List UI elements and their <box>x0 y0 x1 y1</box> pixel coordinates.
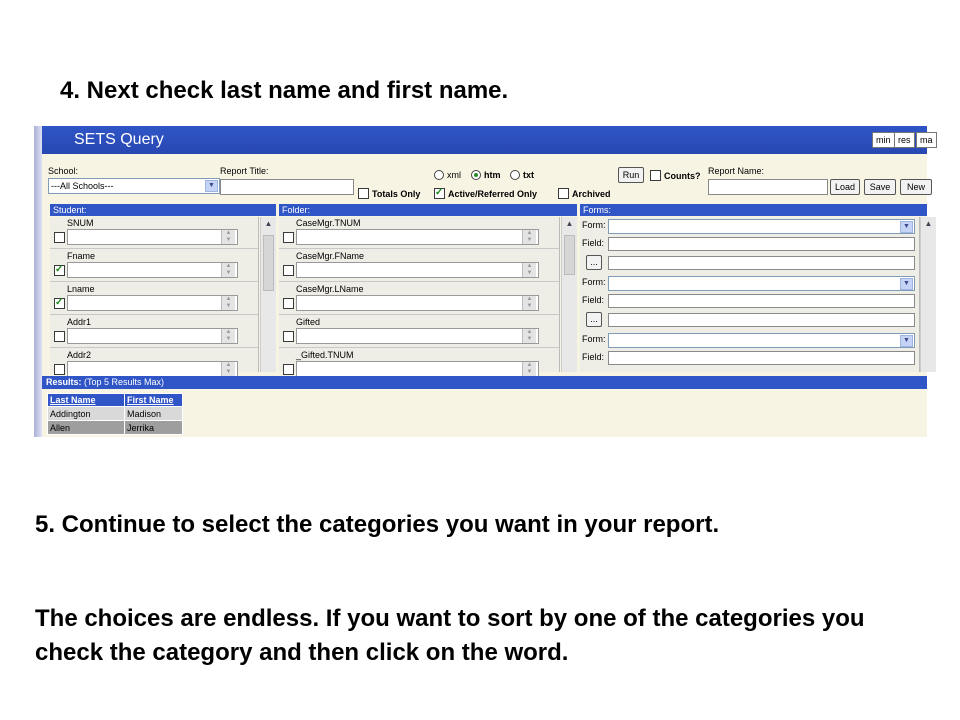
student-field-checkbox[interactable] <box>54 364 65 375</box>
save-button[interactable]: Save <box>864 179 896 195</box>
field-row <box>580 292 919 310</box>
scrollbar-thumb[interactable] <box>263 235 274 291</box>
archived-label: Archived <box>572 189 611 199</box>
form-value-input[interactable] <box>608 313 915 327</box>
report-title-input[interactable] <box>220 179 354 195</box>
student-field-input[interactable] <box>67 229 238 245</box>
sets-query-window <box>34 126 933 437</box>
maximize-button[interactable]: ma <box>916 132 937 148</box>
folder-field-name: CaseMgr.LName <box>296 284 364 294</box>
spin-icon: ▲ ▼ <box>522 230 536 244</box>
form-select[interactable] <box>608 333 915 348</box>
totals-only-checkbox[interactable] <box>358 188 369 199</box>
scroll-up-icon: ▲ <box>264 219 273 228</box>
folder-field-name: CaseMgr.TNUM <box>296 218 361 228</box>
title-bar <box>42 126 933 154</box>
student-field-row <box>50 316 258 348</box>
student-field-checkbox[interactable] <box>54 265 65 276</box>
active-referred-checkbox[interactable] <box>434 188 445 199</box>
spin-icon: ▲ ▼ <box>221 296 235 310</box>
folder-field-input[interactable] <box>296 262 539 278</box>
report-name-label: Report Name: <box>708 166 765 176</box>
form-row <box>580 217 919 235</box>
format-htm-label: htm <box>484 170 501 180</box>
format-xml-radio[interactable] <box>434 170 444 180</box>
spin-icon: ▲ ▼ <box>522 329 536 343</box>
field-row <box>580 235 919 253</box>
student-field-input[interactable] <box>67 295 238 311</box>
form-browse-button[interactable]: ... <box>586 312 602 327</box>
spin-icon: ▲ ▼ <box>221 230 235 244</box>
counts-label: Counts? <box>664 171 701 181</box>
student-field-input[interactable] <box>67 262 238 278</box>
report-title-label: Report Title: <box>220 166 269 176</box>
load-button[interactable]: Load <box>830 179 860 195</box>
scroll-up-icon: ▲ <box>924 219 933 228</box>
field-label: Field: <box>582 238 605 248</box>
folder-field-row <box>279 316 559 348</box>
chevron-down-icon: ▼ <box>900 335 913 347</box>
spin-icon: ▲ ▼ <box>522 296 536 310</box>
format-txt-label: txt <box>523 170 534 180</box>
scrollbar-thumb[interactable] <box>564 235 575 275</box>
student-field-name: Addr1 <box>67 317 92 327</box>
field-label: Field: <box>582 295 605 305</box>
student-field-checkbox[interactable] <box>54 232 65 243</box>
active-referred-label: Active/Referred Only <box>448 189 538 199</box>
folder-field-row <box>279 217 559 249</box>
field-input[interactable] <box>608 237 915 251</box>
school-label: School: <box>48 166 79 176</box>
folder-field-checkbox[interactable] <box>283 298 294 309</box>
school-select-value: ---All Schools--- <box>51 181 114 191</box>
school-select[interactable] <box>48 178 220 194</box>
student-field-name: SNUM <box>67 218 94 228</box>
spin-icon: ▲ ▼ <box>221 362 235 376</box>
report-name-input[interactable] <box>708 179 828 195</box>
spin-icon: ▲ ▼ <box>221 329 235 343</box>
folder-field-row <box>279 283 559 315</box>
folder-field-input[interactable] <box>296 328 539 344</box>
column-header-last-name[interactable]: Last Name <box>48 394 125 407</box>
forms-panel <box>580 217 920 372</box>
results-table <box>47 393 183 435</box>
form-value-input[interactable] <box>608 256 915 270</box>
archived-checkbox[interactable] <box>558 188 569 199</box>
student-panel-scrollbar[interactable] <box>260 217 276 372</box>
form-browse-button[interactable]: ... <box>586 255 602 270</box>
field-input[interactable] <box>608 294 915 308</box>
counts-checkbox[interactable] <box>650 170 661 181</box>
folder-field-checkbox[interactable] <box>283 265 294 276</box>
student-panel <box>50 217 259 375</box>
student-field-row <box>50 217 258 249</box>
column-header-first-name[interactable]: First Name <box>125 394 183 407</box>
student-field-row <box>50 283 258 315</box>
format-xml-label: xml <box>447 170 461 180</box>
new-button[interactable]: New <box>900 179 932 195</box>
student-field-row <box>50 250 258 282</box>
folder-field-input[interactable] <box>296 229 539 245</box>
folder-field-name: CaseMgr.FName <box>296 251 365 261</box>
student-field-checkbox[interactable] <box>54 331 65 342</box>
student-field-input[interactable] <box>67 361 238 377</box>
totals-only-label: Totals Only <box>372 189 421 199</box>
format-txt-radio[interactable] <box>510 170 520 180</box>
student-field-input[interactable] <box>67 328 238 344</box>
folder-field-checkbox[interactable] <box>283 232 294 243</box>
results-note: (Top 5 Results Max) <box>84 377 165 387</box>
form-select[interactable] <box>608 276 915 291</box>
scroll-up-icon: ▲ <box>565 219 574 228</box>
window-title: SETS Query <box>74 131 164 148</box>
form-select[interactable] <box>608 219 915 234</box>
table-cell: Allen <box>48 421 125 435</box>
field-input[interactable] <box>608 351 915 365</box>
form-label: Form: <box>582 277 606 287</box>
results-bar <box>42 376 927 389</box>
form-label: Form: <box>582 334 606 344</box>
folder-field-input[interactable] <box>296 361 539 377</box>
table-cell: Jerrika <box>125 421 183 435</box>
run-button[interactable]: Run <box>618 167 644 183</box>
folder-field-row <box>279 250 559 282</box>
folder-field-input[interactable] <box>296 295 539 311</box>
spin-icon: ▲ ▼ <box>522 362 536 376</box>
form-row <box>580 331 919 349</box>
results-title: Results: <box>46 377 82 387</box>
folder-field-checkbox[interactable] <box>283 364 294 375</box>
student-field-checkbox[interactable] <box>54 298 65 309</box>
table-row <box>48 421 183 435</box>
folder-field-name: Gifted <box>296 317 321 327</box>
spin-icon: ▲ ▼ <box>221 263 235 277</box>
forms-panel-header: Forms: <box>580 204 927 216</box>
step-4-heading: 4. Next check last name and first name. <box>60 77 509 104</box>
student-field-name: Addr2 <box>67 350 92 360</box>
student-field-name: Fname <box>67 251 96 261</box>
field-label: Field: <box>582 352 605 362</box>
format-htm-radio[interactable] <box>471 170 481 180</box>
chevron-down-icon: ▼ <box>205 180 218 192</box>
field-row <box>580 349 919 367</box>
step-5-heading: 5. Continue to select the categories you want in your report. <box>35 511 720 538</box>
instructions-paragraph: The choices are endless. If you want to sort by one of the categories you check the category and then click on the word. <box>35 605 865 666</box>
forms-panel-scrollbar[interactable] <box>920 217 936 372</box>
spin-icon: ▲ ▼ <box>522 263 536 277</box>
form-row <box>580 274 919 292</box>
folder-panel-header: Folder: <box>279 204 577 216</box>
folder-field-name: _Gifted.TNUM <box>296 350 354 360</box>
table-cell: Addington <box>48 407 125 421</box>
form-label: Form: <box>582 220 606 230</box>
table-cell: Madison <box>125 407 183 421</box>
minimize-button[interactable]: min <box>872 132 895 148</box>
chevron-down-icon: ▼ <box>900 221 913 233</box>
restore-button[interactable]: res <box>894 132 915 148</box>
window-left-border <box>34 126 42 437</box>
folder-panel-scrollbar[interactable] <box>561 217 577 372</box>
student-field-name: Lname <box>67 284 95 294</box>
folder-panel <box>279 217 560 375</box>
chevron-down-icon: ▼ <box>900 278 913 290</box>
table-row <box>48 407 183 421</box>
folder-field-checkbox[interactable] <box>283 331 294 342</box>
student-panel-header: Student: <box>50 204 276 216</box>
